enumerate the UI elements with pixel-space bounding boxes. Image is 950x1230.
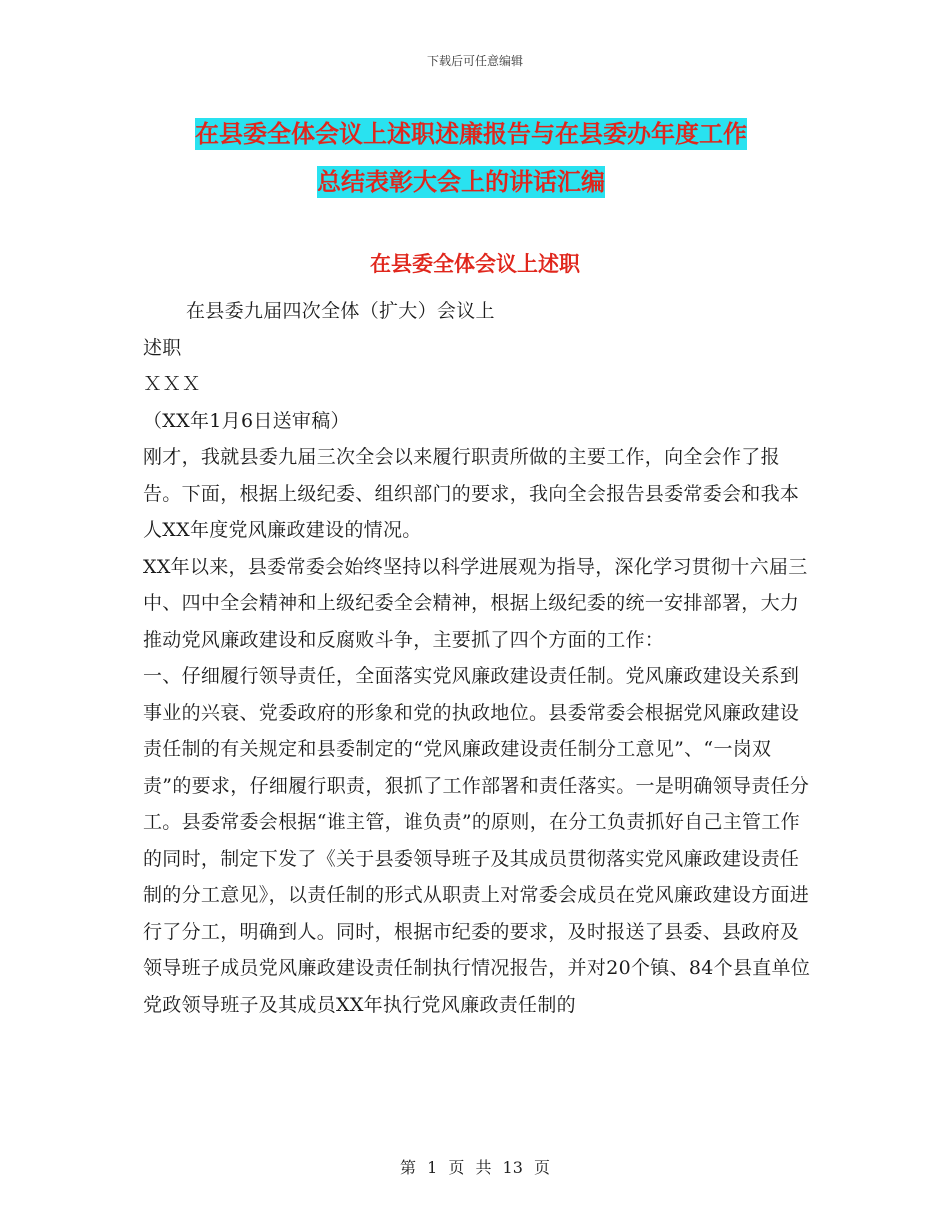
page-footer: 第 1 页 共 13 页 (400, 1158, 550, 1177)
report-type-line: 述职 (143, 336, 182, 359)
body-text (143, 293, 813, 1023)
header-note: 下载后可任意编辑 (426, 54, 523, 68)
section-heading: 在县委全体会议上述职 (370, 252, 580, 276)
paragraph-section-one: 一、仔细履行领导责任，全面落实党风廉政建设责任制。党风廉政建设关系到事业的兴衰、党委政府的形象和党的执政地位。县委常委会根据党风廉政建设责任制的有关规定和县委制定的“党风廉政建设责任制分工意见”、“一岗双责”的要求，仔细履行职责，狠抓了工作部署和责任落实。一是明确领导责任分工。县委常委会根据“谁主管，谁负责”的原则，在分工负责抓好自己主管工作的同时，制定下发了《关于县委领导班子及其成员贯彻落实党风廉政建设责任制的分工意见》，以责任制的形式从职责上对常委会成员在党风廉政建设方面进行了分工，明确到人。同时，根据市纪委的要求，及时报送了县委、县政府及领导班子成员党风廉政建设责任制执行情况报告，并对20个镇、84个县直单位党政领导班子及其成员XX年执行党风廉政责任制的 (143, 665, 811, 1016)
author-line: ＸＸＸ (143, 373, 201, 395)
title-line-1 (195, 110, 805, 158)
meeting-line: 在县委九届四次全体（扩大）会议上 (186, 300, 495, 322)
draft-date-line: （XX年1月6日送审稿） (143, 409, 350, 432)
title-line-2 (195, 158, 805, 206)
paragraph-intro: 刚才，我就县委九届三次全会以来履行职责所做的主要工作，向全会作了报告。下面，根据上级纪委、组织部门的要求，我向全会报告县委常委会和我本人XX年度党风廉政建设的情况。 (143, 446, 800, 541)
document-title (195, 110, 805, 206)
paragraph-overview: XX年以来，县委常委会始终坚持以科学进展观为指导，深化学习贯彻十六届三中、四中全会精神和上级纪委全会精神，根据上级纪委的统一安排部署，大力推动党风廉政建设和反腐败斗争，主要抓了四个方面的工作： (143, 555, 808, 651)
title-line-2-text: 总结表彰大会上的讲话汇编 (317, 168, 605, 196)
title-line-1-text: 在县委全体会议上述职述廉报告与在县委办年度工作 (195, 120, 747, 148)
